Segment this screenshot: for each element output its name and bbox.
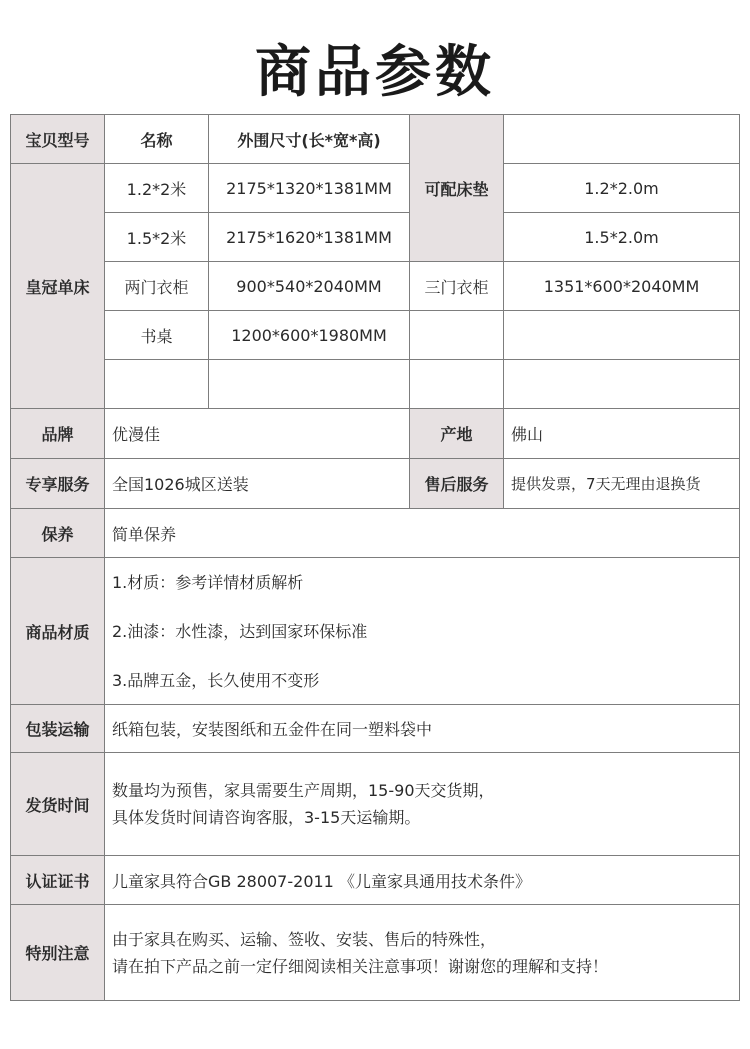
service-label: 专享服务 (10, 458, 105, 509)
header-size: 外围尺寸(长*宽*高) (208, 114, 410, 164)
notice-label: 特别注意 (10, 904, 105, 1001)
page-title: 商品参数 (255, 40, 495, 105)
material-line: 3.品牌五金，长久使用不变形 (112, 670, 320, 690)
row2-size: 2175*1620*1381MM (208, 212, 410, 262)
empty-cell (409, 310, 504, 360)
origin-label: 产地 (409, 408, 504, 459)
material-line: 1.材质：参考详情材质解析 (112, 572, 304, 592)
header-name: 名称 (104, 114, 209, 164)
row2-name: 1.5*2米 (104, 212, 209, 262)
row3-extra-label: 三门衣柜 (409, 261, 504, 311)
empty-cell (503, 310, 740, 360)
row4-size: 1200*600*1980MM (208, 310, 410, 360)
origin-value: 佛山 (503, 408, 740, 459)
row3-extra-value: 1351*600*2040MM (503, 261, 740, 311)
row4-name: 书桌 (104, 310, 209, 360)
notice-line: 由于家具在购买、运输、签收、安装、售后的特殊性， (112, 929, 497, 949)
cert-label: 认证证书 (10, 855, 105, 905)
material-label: 商品材质 (10, 557, 105, 705)
brand-value: 优漫佳 (104, 408, 410, 459)
material-line: 2.油漆：水性漆，达到国家环保标准 (112, 621, 368, 641)
maintenance-label: 保养 (10, 508, 105, 558)
empty-cell (503, 359, 740, 409)
aftersale-value: 提供发票，7天无理由退换货 (503, 458, 740, 509)
empty-cell (208, 359, 410, 409)
shipping-label: 发货时间 (10, 752, 105, 856)
empty-cell (409, 359, 504, 409)
row3-size: 900*540*2040MM (208, 261, 410, 311)
empty-cell (503, 114, 740, 164)
aftersale-label: 售后服务 (409, 458, 504, 509)
row2-mattress: 1.5*2.0m (503, 212, 740, 262)
cert-value: 儿童家具符合GB 28007-2011 《儿童家具通用技术条件》 (104, 855, 740, 905)
shipping-line: 数量均为预售，家具需要生产周期，15-90天交货期， (112, 781, 495, 800)
maintenance-value: 简单保养 (104, 508, 740, 558)
notice-text (104, 904, 740, 1001)
header-mattress: 可配床垫 (409, 114, 504, 262)
row1-name: 1.2*2米 (104, 163, 209, 213)
row1-mattress: 1.2*2.0m (503, 163, 740, 213)
model-name: 皇冠单床 (10, 163, 105, 409)
row3-name: 两门衣柜 (104, 261, 209, 311)
row1-size: 2175*1320*1381MM (208, 163, 410, 213)
header-model: 宝贝型号 (10, 114, 105, 164)
packaging-value: 纸箱包装，安装图纸和五金件在同一塑料袋中 (104, 704, 740, 753)
service-value: 全国1026城区送装 (104, 458, 410, 509)
shipping-line: 具体发货时间请咨询客服，3-15天运输期。 (112, 808, 421, 827)
material-list (104, 557, 740, 705)
notice-line: 请在拍下产品之前一定仔细阅读相关注意事项！谢谢您的理解和支持！ (112, 956, 609, 976)
empty-cell (104, 359, 209, 409)
packaging-label: 包装运输 (10, 704, 105, 753)
shipping-text (104, 752, 740, 856)
brand-label: 品牌 (10, 408, 105, 459)
